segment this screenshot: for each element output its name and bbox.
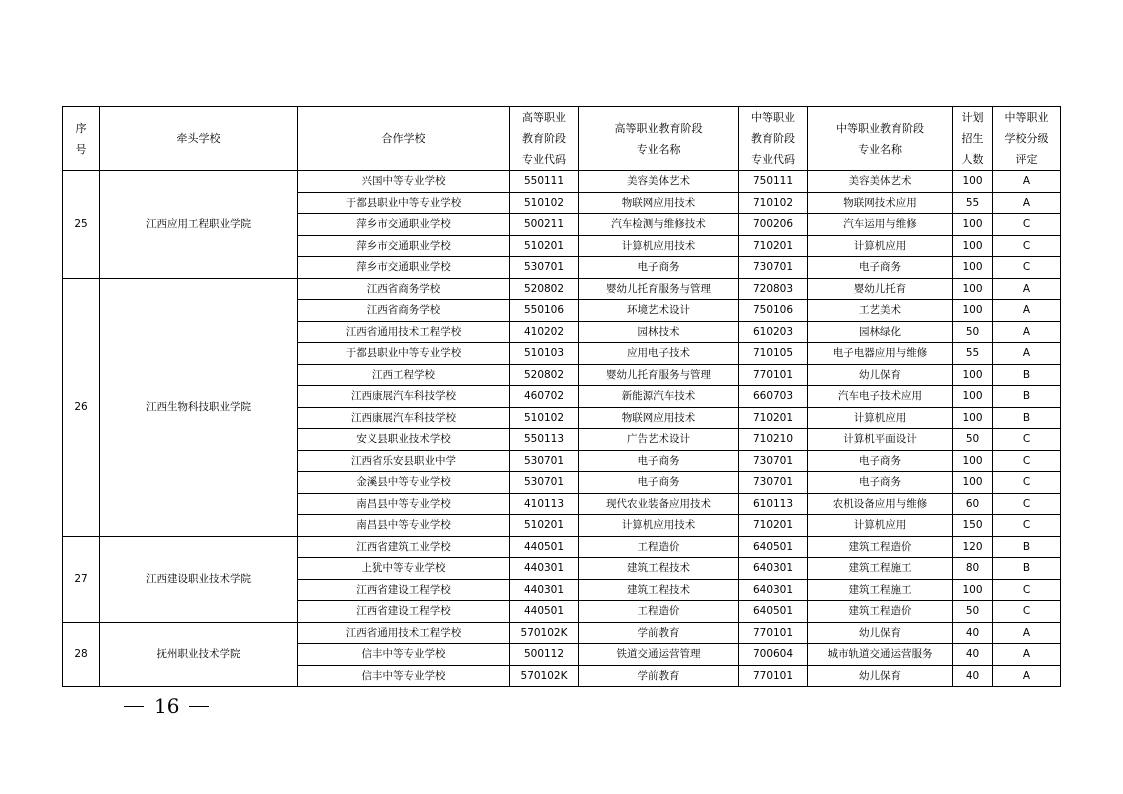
plan-count-cell: 40 — [953, 665, 993, 687]
higher-code-cell: 410113 — [510, 493, 579, 515]
grade-cell: A — [993, 622, 1061, 644]
header-secondary-name: 中等职业教育阶段 专业名称 — [808, 107, 953, 171]
secondary-name-cell: 婴幼儿托育 — [808, 278, 953, 300]
plan-count-cell: 60 — [953, 493, 993, 515]
higher-name-cell: 建筑工程技术 — [579, 558, 739, 580]
grade-cell: A — [993, 665, 1061, 687]
higher-code-cell: 440301 — [510, 558, 579, 580]
plan-count-cell: 100 — [953, 278, 993, 300]
higher-name-cell: 环境艺术设计 — [579, 300, 739, 322]
higher-code-cell: 550113 — [510, 429, 579, 451]
partner-school-cell: 萍乡市交通职业学校 — [298, 257, 510, 279]
header-grade: 中等职业 学校分级 评定 — [993, 107, 1061, 171]
secondary-code-cell: 750111 — [739, 171, 808, 193]
secondary-code-cell: 710102 — [739, 192, 808, 214]
header-plan: 计划 招生 人数 — [953, 107, 993, 171]
secondary-code-cell: 710201 — [739, 235, 808, 257]
higher-code-cell: 440301 — [510, 579, 579, 601]
secondary-name-cell: 电子商务 — [808, 472, 953, 494]
higher-code-cell: 510103 — [510, 343, 579, 365]
seq-cell: 28 — [63, 622, 100, 687]
partner-school-cell: 江西省商务学校 — [298, 278, 510, 300]
plan-count-cell: 100 — [953, 579, 993, 601]
secondary-code-cell: 770101 — [739, 622, 808, 644]
secondary-name-cell: 计算机应用 — [808, 235, 953, 257]
higher-code-cell: 530701 — [510, 257, 579, 279]
partner-school-cell: 兴国中等专业学校 — [298, 171, 510, 193]
plan-count-cell: 100 — [953, 450, 993, 472]
plan-count-cell: 100 — [953, 472, 993, 494]
table-row — [63, 536, 1061, 558]
secondary-name-cell: 工艺美术 — [808, 300, 953, 322]
higher-name-cell: 工程造价 — [579, 601, 739, 623]
table-row — [63, 171, 1061, 193]
higher-name-cell: 物联网应用技术 — [579, 407, 739, 429]
grade-cell: A — [993, 192, 1061, 214]
secondary-code-cell: 710105 — [739, 343, 808, 365]
plan-count-cell: 100 — [953, 386, 993, 408]
higher-name-cell: 电子商务 — [579, 257, 739, 279]
grade-cell: B — [993, 407, 1061, 429]
secondary-code-cell: 610203 — [739, 321, 808, 343]
higher-code-cell: 510102 — [510, 192, 579, 214]
seq-cell: 27 — [63, 536, 100, 622]
page-number: 16 — [154, 694, 180, 718]
header-row — [63, 107, 1061, 171]
secondary-code-cell: 700206 — [739, 214, 808, 236]
grade-cell: A — [993, 644, 1061, 666]
higher-name-cell: 计算机应用技术 — [579, 515, 739, 537]
partner-school-cell: 于都县职业中等专业学校 — [298, 192, 510, 214]
secondary-name-cell: 美容美体艺术 — [808, 171, 953, 193]
secondary-name-cell: 计算机应用 — [808, 407, 953, 429]
higher-name-cell: 建筑工程技术 — [579, 579, 739, 601]
secondary-code-cell: 660703 — [739, 386, 808, 408]
plan-count-cell: 40 — [953, 622, 993, 644]
higher-name-cell: 婴幼儿托育服务与管理 — [579, 364, 739, 386]
higher-name-cell: 学前教育 — [579, 665, 739, 687]
table-body — [63, 171, 1061, 687]
partner-school-cell: 南昌县中等专业学校 — [298, 493, 510, 515]
grade-cell: B — [993, 536, 1061, 558]
higher-name-cell: 园林技术 — [579, 321, 739, 343]
higher-code-cell: 550106 — [510, 300, 579, 322]
lead-school-cell: 抚州职业技术学院 — [100, 622, 298, 687]
higher-name-cell: 工程造价 — [579, 536, 739, 558]
plan-count-cell: 100 — [953, 300, 993, 322]
partner-school-cell: 江西省通用技术工程学校 — [298, 321, 510, 343]
secondary-name-cell: 汽车电子技术应用 — [808, 386, 953, 408]
partner-school-cell: 江西康展汽车科技学校 — [298, 407, 510, 429]
higher-name-cell: 物联网应用技术 — [579, 192, 739, 214]
plan-count-cell: 100 — [953, 364, 993, 386]
secondary-name-cell: 建筑工程造价 — [808, 601, 953, 623]
plan-count-cell: 50 — [953, 429, 993, 451]
secondary-code-cell: 710210 — [739, 429, 808, 451]
plan-count-cell: 50 — [953, 321, 993, 343]
plan-count-cell: 100 — [953, 214, 993, 236]
enrollment-table — [62, 106, 1061, 687]
higher-code-cell: 460702 — [510, 386, 579, 408]
header-higher-name: 高等职业教育阶段 专业名称 — [579, 107, 739, 171]
secondary-code-cell: 640501 — [739, 536, 808, 558]
secondary-name-cell: 农机设备应用与维修 — [808, 493, 953, 515]
higher-code-cell: 510201 — [510, 235, 579, 257]
higher-code-cell: 530701 — [510, 472, 579, 494]
higher-code-cell: 520802 — [510, 364, 579, 386]
secondary-code-cell: 700604 — [739, 644, 808, 666]
higher-code-cell: 570102K — [510, 665, 579, 687]
plan-count-cell: 40 — [953, 644, 993, 666]
higher-name-cell: 婴幼儿托育服务与管理 — [579, 278, 739, 300]
partner-school-cell: 江西省商务学校 — [298, 300, 510, 322]
grade-cell: A — [993, 343, 1061, 365]
table-row — [63, 622, 1061, 644]
secondary-name-cell: 建筑工程施工 — [808, 558, 953, 580]
partner-school-cell: 萍乡市交通职业学校 — [298, 214, 510, 236]
header-secondary-code: 中等职业 教育阶段 专业代码 — [739, 107, 808, 171]
plan-count-cell: 80 — [953, 558, 993, 580]
secondary-name-cell: 幼儿保育 — [808, 665, 953, 687]
secondary-name-cell: 汽车运用与维修 — [808, 214, 953, 236]
grade-cell: B — [993, 558, 1061, 580]
lead-school-cell: 江西建设职业技术学院 — [100, 536, 298, 622]
grade-cell: C — [993, 579, 1061, 601]
partner-school-cell: 于都县职业中等专业学校 — [298, 343, 510, 365]
grade-cell: B — [993, 364, 1061, 386]
higher-name-cell: 汽车检测与维修技术 — [579, 214, 739, 236]
higher-code-cell: 500211 — [510, 214, 579, 236]
secondary-code-cell: 610113 — [739, 493, 808, 515]
secondary-name-cell: 电子商务 — [808, 450, 953, 472]
grade-cell: C — [993, 493, 1061, 515]
secondary-name-cell: 幼儿保育 — [808, 622, 953, 644]
plan-count-cell: 100 — [953, 407, 993, 429]
grade-cell: C — [993, 214, 1061, 236]
plan-count-cell: 55 — [953, 192, 993, 214]
grade-cell: C — [993, 257, 1061, 279]
plan-count-cell: 55 — [953, 343, 993, 365]
partner-school-cell: 上犹中等专业学校 — [298, 558, 510, 580]
secondary-code-cell: 720803 — [739, 278, 808, 300]
higher-code-cell: 530701 — [510, 450, 579, 472]
header-partner-school: 合作学校 — [298, 107, 510, 171]
secondary-code-cell: 730701 — [739, 472, 808, 494]
higher-code-cell: 570102K — [510, 622, 579, 644]
secondary-name-cell: 计算机平面设计 — [808, 429, 953, 451]
grade-cell: C — [993, 429, 1061, 451]
secondary-code-cell: 750106 — [739, 300, 808, 322]
plan-count-cell: 100 — [953, 235, 993, 257]
secondary-code-cell: 710201 — [739, 515, 808, 537]
grade-cell: C — [993, 235, 1061, 257]
partner-school-cell: 江西工程学校 — [298, 364, 510, 386]
higher-name-cell: 应用电子技术 — [579, 343, 739, 365]
higher-name-cell: 电子商务 — [579, 472, 739, 494]
partner-school-cell: 萍乡市交通职业学校 — [298, 235, 510, 257]
grade-cell: C — [993, 450, 1061, 472]
header-higher-code: 高等职业 教育阶段 专业代码 — [510, 107, 579, 171]
secondary-code-cell: 710201 — [739, 407, 808, 429]
higher-name-cell: 电子商务 — [579, 450, 739, 472]
secondary-code-cell: 730701 — [739, 257, 808, 279]
secondary-code-cell: 730701 — [739, 450, 808, 472]
lead-school-cell: 江西应用工程职业学院 — [100, 171, 298, 279]
partner-school-cell: 江西省建设工程学校 — [298, 579, 510, 601]
secondary-name-cell: 幼儿保育 — [808, 364, 953, 386]
higher-name-cell: 铁道交通运营管理 — [579, 644, 739, 666]
higher-code-cell: 520802 — [510, 278, 579, 300]
grade-cell: C — [993, 515, 1061, 537]
higher-code-cell: 510201 — [510, 515, 579, 537]
partner-school-cell: 江西省建筑工业学校 — [298, 536, 510, 558]
secondary-name-cell: 计算机应用 — [808, 515, 953, 537]
footer-dash-left — [124, 706, 144, 707]
secondary-code-cell: 770101 — [739, 364, 808, 386]
higher-name-cell: 计算机应用技术 — [579, 235, 739, 257]
plan-count-cell: 100 — [953, 257, 993, 279]
seq-cell: 25 — [63, 171, 100, 279]
footer-dash-right — [189, 706, 209, 707]
page-footer — [124, 694, 209, 718]
partner-school-cell: 江西省通用技术工程学校 — [298, 622, 510, 644]
seq-cell: 26 — [63, 278, 100, 536]
higher-code-cell: 440501 — [510, 536, 579, 558]
higher-code-cell: 550111 — [510, 171, 579, 193]
plan-count-cell: 120 — [953, 536, 993, 558]
secondary-code-cell: 640301 — [739, 579, 808, 601]
plan-count-cell: 150 — [953, 515, 993, 537]
higher-code-cell: 440501 — [510, 601, 579, 623]
higher-name-cell: 学前教育 — [579, 622, 739, 644]
header-lead-school: 牵头学校 — [100, 107, 298, 171]
grade-cell: A — [993, 171, 1061, 193]
higher-name-cell: 新能源汽车技术 — [579, 386, 739, 408]
lead-school-cell: 江西生物科技职业学院 — [100, 278, 298, 536]
partner-school-cell: 江西省乐安县职业中学 — [298, 450, 510, 472]
grade-cell: A — [993, 278, 1061, 300]
higher-code-cell: 410202 — [510, 321, 579, 343]
partner-school-cell: 信丰中等专业学校 — [298, 665, 510, 687]
plan-count-cell: 50 — [953, 601, 993, 623]
secondary-code-cell: 640501 — [739, 601, 808, 623]
partner-school-cell: 江西康展汽车科技学校 — [298, 386, 510, 408]
secondary-name-cell: 园林绿化 — [808, 321, 953, 343]
partner-school-cell: 南昌县中等专业学校 — [298, 515, 510, 537]
partner-school-cell: 金溪县中等专业学校 — [298, 472, 510, 494]
grade-cell: C — [993, 472, 1061, 494]
higher-name-cell: 美容美体艺术 — [579, 171, 739, 193]
table-row — [63, 278, 1061, 300]
header-seq: 序 号 — [63, 107, 100, 171]
partner-school-cell: 安义县职业技术学校 — [298, 429, 510, 451]
grade-cell: B — [993, 386, 1061, 408]
secondary-name-cell: 电子电器应用与维修 — [808, 343, 953, 365]
secondary-code-cell: 640301 — [739, 558, 808, 580]
grade-cell: A — [993, 321, 1061, 343]
secondary-name-cell: 城市轨道交通运营服务 — [808, 644, 953, 666]
grade-cell: C — [993, 601, 1061, 623]
grade-cell: A — [993, 300, 1061, 322]
higher-code-cell: 500112 — [510, 644, 579, 666]
higher-code-cell: 510102 — [510, 407, 579, 429]
partner-school-cell: 江西省建设工程学校 — [298, 601, 510, 623]
secondary-name-cell: 建筑工程造价 — [808, 536, 953, 558]
secondary-name-cell: 物联网技术应用 — [808, 192, 953, 214]
higher-name-cell: 广告艺术设计 — [579, 429, 739, 451]
secondary-name-cell: 建筑工程施工 — [808, 579, 953, 601]
plan-count-cell: 100 — [953, 171, 993, 193]
higher-name-cell: 现代农业装备应用技术 — [579, 493, 739, 515]
secondary-name-cell: 电子商务 — [808, 257, 953, 279]
partner-school-cell: 信丰中等专业学校 — [298, 644, 510, 666]
secondary-code-cell: 770101 — [739, 665, 808, 687]
